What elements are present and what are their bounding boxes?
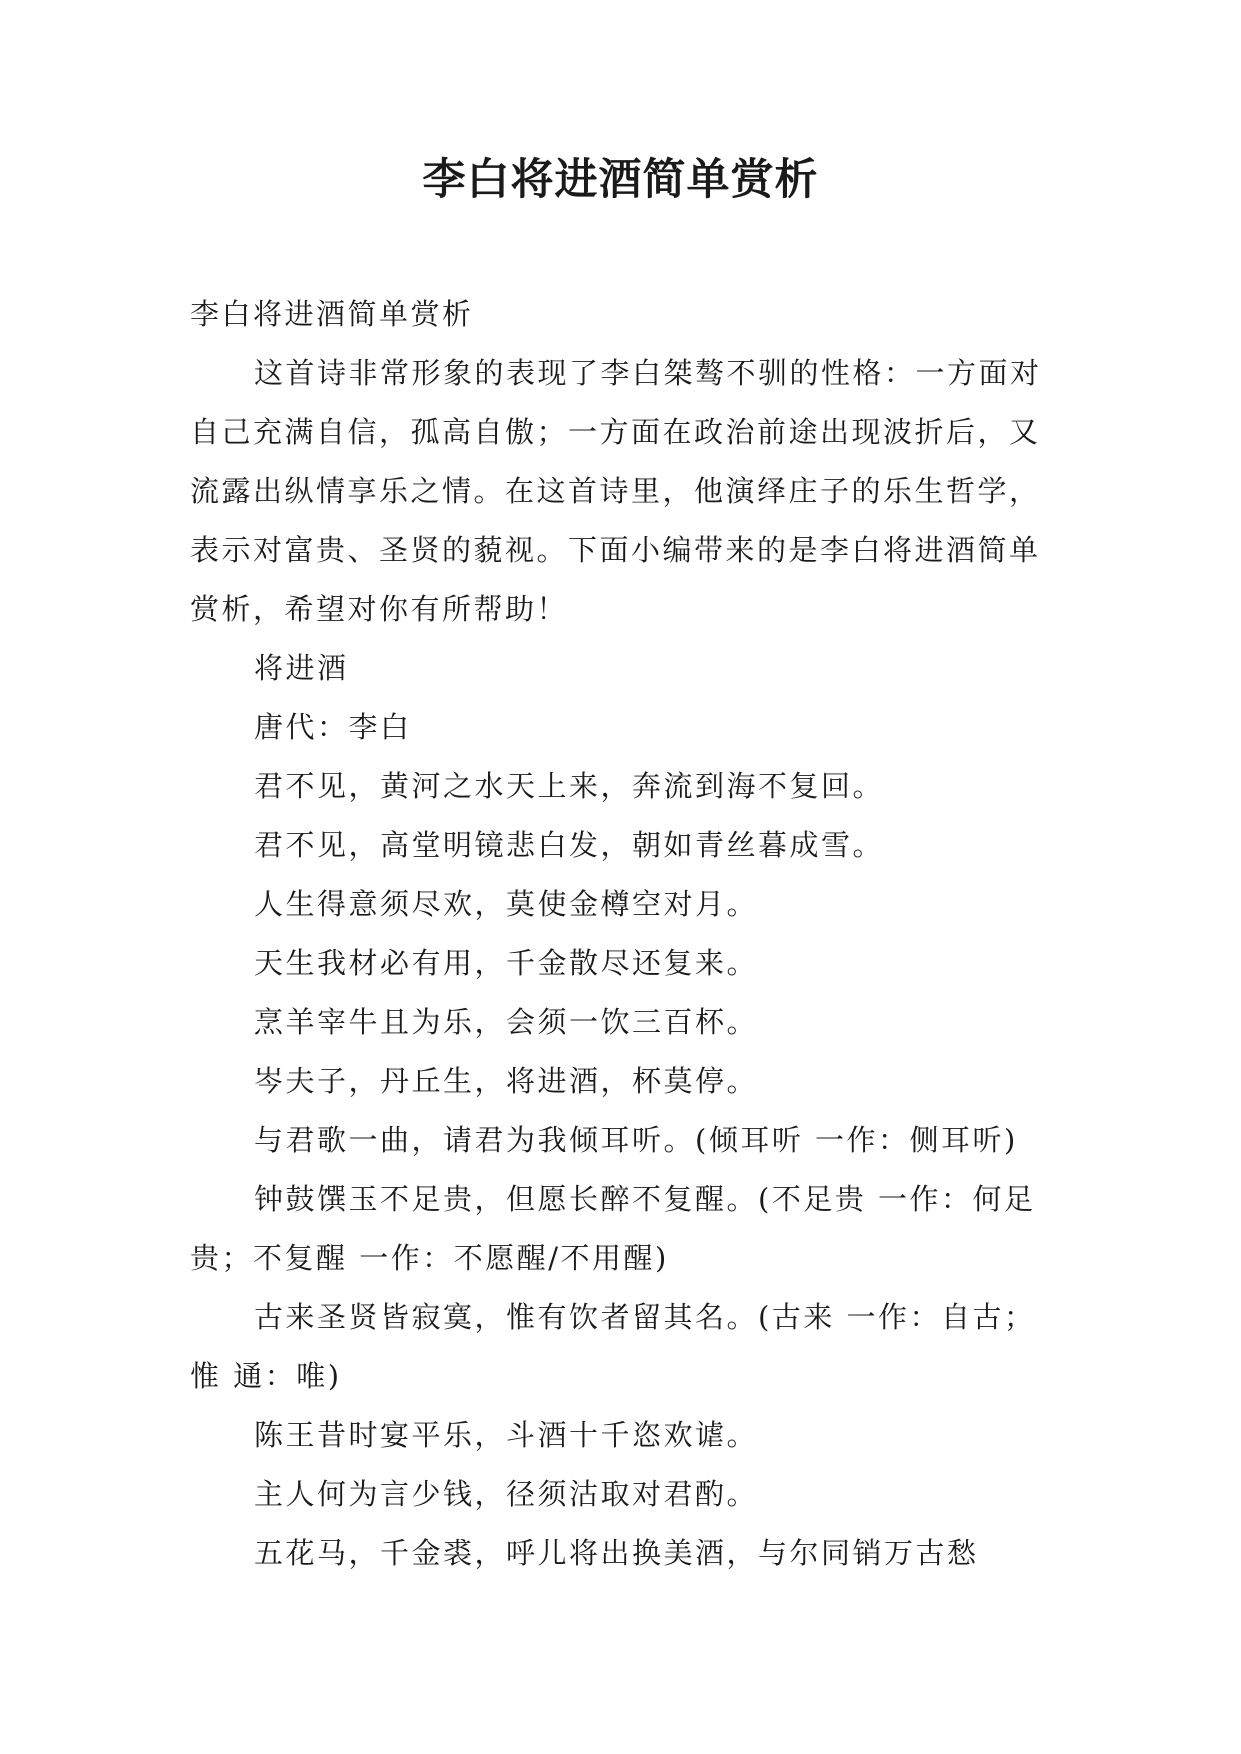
poem-line: 主人何为言少钱，径须沽取对君酌。 (254, 1477, 759, 1511)
poem-line: 与君歌一曲，请君为我倾耳听。(倾耳听 一作：侧耳听) (254, 1123, 1018, 1157)
subtitle-paragraph: 李白将进酒简单赏析 (190, 297, 474, 331)
poem-line: 君不见，黄河之水天上来，奔流到海不复回。 (254, 769, 885, 803)
poem-line: 陈王昔时宴平乐，斗酒十千恣欢谑。 (254, 1418, 759, 1452)
poem-title: 将进酒 (254, 651, 349, 685)
poem-line: 钟鼓馔玉不足贵，但愿长醉不复醒。(不足贵 一作：何足贵；不复醒 一作：不愿醒/不用醒) (190, 1182, 1036, 1275)
poem-line: 烹羊宰牛且为乐，会须一饮三百杯。 (254, 1005, 759, 1039)
poem-line: 岑夫子，丹丘生，将进酒，杯莫停。 (254, 1064, 759, 1098)
poem-line: 人生得意须尽欢，莫使金樽空对月。 (254, 887, 759, 921)
document-body (190, 285, 1050, 1583)
poem-line: 天生我材必有用，千金散尽还复来。 (254, 946, 759, 980)
poem-line: 古来圣贤皆寂寞，惟有饮者留其名。(古来 一作：自古；惟 通：唯) (190, 1300, 1036, 1393)
poem-author: 唐代：李白 (254, 710, 412, 744)
page-title: 李白将进酒简单赏析 (422, 155, 819, 205)
poem-line: 五花马，千金裘，呼儿将出换美酒，与尔同销万古愁 (254, 1536, 979, 1570)
poem-line: 君不见，高堂明镜悲白发，朝如青丝暮成雪。 (254, 828, 885, 862)
intro-paragraph: 这首诗非常形象的表现了李白桀骜不驯的性格：一方面对自己充满自信，孤高自傲；一方面在政治前途出现波折后，又流露出纵情享乐之情。在这首诗里，他演绎庄子的乐生哲学，表示对富贵、圣贤的藐视。下面小编带来的是李白将进酒简单赏析，希望对你有所帮助！ (190, 356, 1042, 626)
